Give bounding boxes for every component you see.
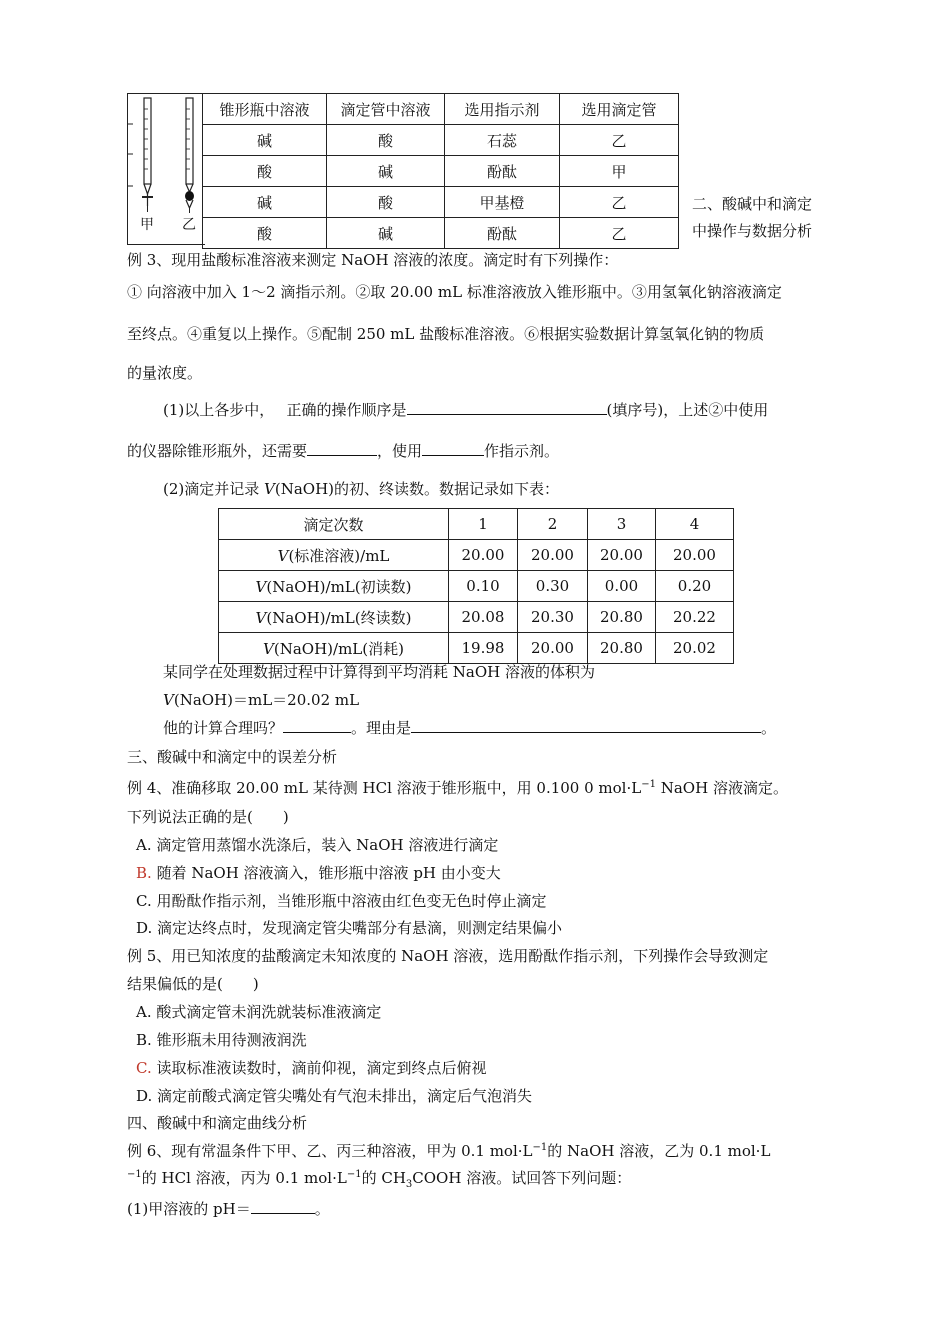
row-label-text: (NaOH)/mL(消耗) xyxy=(273,639,404,658)
burette-yi xyxy=(185,98,194,213)
table-cell: 0.30 xyxy=(518,571,588,602)
option-text: 锥形瓶未用待测液润洗 xyxy=(156,1031,307,1049)
v-symbol: V xyxy=(277,546,289,565)
table-row xyxy=(219,633,734,664)
ex3-q1-text-b: (填序号)，上述②中使用 xyxy=(606,401,769,419)
ex6-sub: 3 xyxy=(405,1179,413,1190)
row-label-text: (NaOH)/mL(终读数) xyxy=(266,608,412,627)
table-cell: 乙 xyxy=(560,187,679,218)
table-row xyxy=(203,187,679,218)
table-row xyxy=(203,218,679,249)
section2-heading-line2: 中操作与数据分析 xyxy=(692,222,813,240)
table-cell: 20.30 xyxy=(518,602,588,633)
ex3-after1: 某同学在处理数据过程中计算得到平均消耗 NaOH 溶液的体积为 xyxy=(163,663,595,681)
ex3-line3: 的量浓度。 xyxy=(127,364,203,382)
ex6-q1 xyxy=(127,1198,330,1219)
ph-answer-blank[interactable] xyxy=(251,1199,315,1214)
option-text: 滴定前酸式滴定管尖嘴处有气泡未排出，滴定后气泡消失 xyxy=(157,1087,533,1105)
table-cell: 碱 xyxy=(327,218,445,249)
titration-data-table xyxy=(218,508,734,664)
table-cell: 20.00 xyxy=(518,540,588,571)
table-cell: 酸 xyxy=(203,156,327,187)
ex4-text-a: 例 4、准确移取 20.00 mL 某待测 HCl 溶液于锥形瓶中，用 0.100 0 mol·L xyxy=(127,779,642,797)
section2-heading-line1: 二、酸碱中和滴定 xyxy=(692,195,813,213)
reasonable-answer-blank[interactable] xyxy=(283,718,351,733)
table-cell: 碱 xyxy=(327,156,445,187)
ex4-sup: −1 xyxy=(641,779,656,790)
table-cell: 酸 xyxy=(327,125,445,156)
option-letter: D. xyxy=(136,1087,153,1105)
option-text: 滴定管用蒸馏水洗涤后，装入 NaOH 溶液进行滴定 xyxy=(156,836,499,854)
table-cell: 乙 xyxy=(560,125,679,156)
ex4-option-a[interactable] xyxy=(136,834,498,855)
ex6-sup1: −1 xyxy=(532,1142,548,1153)
option-text: 读取标准液读数时，滴前仰视，滴定到终点后俯视 xyxy=(156,1059,487,1077)
ex6-text-e: COOH 溶液。试回答下列问题： xyxy=(412,1169,632,1187)
option-letter: B. xyxy=(136,1031,152,1049)
table-cell: 20.80 xyxy=(588,633,656,664)
row-label xyxy=(219,540,449,571)
option-text: 酸式滴定管未润洗就装标准液滴定 xyxy=(156,1003,382,1021)
v-symbol: V xyxy=(255,608,267,627)
header-cell: 3 xyxy=(588,509,656,540)
header-cell: 2 xyxy=(518,509,588,540)
option-letter: A. xyxy=(136,1003,152,1021)
ex6-text-d: 的 CH xyxy=(361,1169,406,1187)
option-letter: B. xyxy=(136,864,152,882)
ex4-option-d[interactable] xyxy=(136,917,562,938)
ex3-q1-text-a: (1)以上各步中， 正确的操作顺序是 xyxy=(163,401,407,419)
header-cell: 1 xyxy=(449,509,518,540)
instrument-answer-blank[interactable] xyxy=(307,441,377,456)
ex3-after3-b: 。理由是 xyxy=(351,719,412,737)
table-cell: 20.00 xyxy=(656,540,734,571)
v-symbol: V xyxy=(163,691,174,709)
row-label xyxy=(219,571,449,602)
table-cell: 20.80 xyxy=(588,602,656,633)
table-cell: 20.02 xyxy=(656,633,734,664)
table-cell: 20.22 xyxy=(656,602,734,633)
table-header-row xyxy=(219,509,734,540)
ex5-option-a[interactable] xyxy=(136,1001,381,1022)
table-cell: 碱 xyxy=(203,187,327,218)
ex6-text-b: 的 NaOH 溶液，乙为 0.1 mol·L xyxy=(547,1142,771,1160)
ex3-q2-pre: (2)滴定并记录 xyxy=(163,480,265,498)
table-cell: 石蕊 xyxy=(445,125,560,156)
section3-heading: 三、酸碱中和滴定中的误差分析 xyxy=(127,748,338,766)
option-letter: D. xyxy=(136,919,153,937)
ex5-option-b[interactable] xyxy=(136,1029,307,1050)
ex6-q1-text: (1)甲溶液的 pH＝ xyxy=(127,1200,251,1218)
table-row xyxy=(219,602,734,633)
table-cell: 20.08 xyxy=(449,602,518,633)
ex6-text-c: 的 HCl 溶液，丙为 0.1 mol·L xyxy=(141,1169,347,1187)
ex6-line1 xyxy=(127,1140,770,1161)
table-row xyxy=(219,540,734,571)
ex4-option-c[interactable] xyxy=(136,890,547,911)
ex5-option-d[interactable] xyxy=(136,1085,532,1106)
reason-answer-blank[interactable] xyxy=(411,718,761,733)
option-letter: C. xyxy=(136,892,152,910)
table-cell: 20.00 xyxy=(588,540,656,571)
table-cell: 20.00 xyxy=(449,540,518,571)
table-row xyxy=(219,571,734,602)
table-cell: 乙 xyxy=(560,218,679,249)
ex3-title: 例 3、现用盐酸标准溶液来测定 NaOH 溶液的浓度。滴定时有下列操作： xyxy=(127,251,619,269)
header-cell: 选用指示剂 xyxy=(445,94,560,125)
v-symbol: V xyxy=(255,577,267,596)
header-cell: 4 xyxy=(656,509,734,540)
ex3-q2 xyxy=(163,478,559,499)
header-cell: 锥形瓶中溶液 xyxy=(203,94,327,125)
burette-label-yi: 乙 xyxy=(182,217,196,233)
burette-jia xyxy=(142,98,153,212)
ex3-line1: ① 向溶液中加入 1～2 滴指示剂。②取 20.00 mL 标准溶液放入锥形瓶中。③用氢氧化钠溶液滴定 xyxy=(127,283,782,301)
row-label xyxy=(219,602,449,633)
table-cell: 甲基橙 xyxy=(445,187,560,218)
table-row xyxy=(203,156,679,187)
ex3-q2-v: V xyxy=(264,480,275,498)
ex6-sup2: −1 xyxy=(127,1169,142,1180)
table-header-row xyxy=(203,94,679,125)
burette-label-jia: 甲 xyxy=(140,217,154,233)
ex6-q1-end: 。 xyxy=(314,1200,330,1218)
table-cell: 酚酞 xyxy=(445,156,560,187)
section4-heading: 四、酸碱中和滴定曲线分析 xyxy=(127,1114,308,1132)
option-letter: C. xyxy=(136,1059,152,1077)
indicator-table xyxy=(202,93,679,249)
ex4-option-b[interactable] xyxy=(136,862,501,883)
v-symbol: V xyxy=(263,639,274,658)
ex3-q1-line1 xyxy=(163,399,768,420)
option-text: 滴定达终点时，发现滴定管尖嘴部分有悬滴，则测定结果偏小 xyxy=(157,919,563,937)
header-cell: 滴定次数 xyxy=(219,509,449,540)
ex6-text-a: 例 6、现有常温条件下甲、乙、丙三种溶液，甲为 0.1 mol·L xyxy=(127,1142,533,1160)
ex3-q2-post: (NaOH)的初、终读数。数据记录如下表： xyxy=(274,480,560,498)
ex5-line1: 例 5、用已知浓度的盐酸滴定未知浓度的 NaOH 溶液，选用酚酞作指示剂，下列操作会导致测定 xyxy=(127,947,769,965)
table-cell: 0.10 xyxy=(449,571,518,602)
ex3-after3 xyxy=(163,717,776,738)
ex3-q1-text-d: ，使用 xyxy=(377,442,423,460)
table-row xyxy=(203,125,679,156)
row-label xyxy=(219,633,449,664)
table-cell: 酸 xyxy=(203,218,327,249)
table-cell: 甲 xyxy=(560,156,679,187)
ex3-q1-text-c: 的仪器除锥形瓶外，还需要 xyxy=(127,442,308,460)
ex3-after3-a: 他的计算合理吗？ xyxy=(163,719,284,737)
table-cell: 19.98 xyxy=(449,633,518,664)
ex4-line1 xyxy=(127,777,788,798)
table-cell: 0.00 xyxy=(588,571,656,602)
order-answer-blank[interactable] xyxy=(407,400,607,415)
ex6-line2 xyxy=(127,1167,631,1190)
header-cell: 选用滴定管 xyxy=(560,94,679,125)
table-cell: 酸 xyxy=(327,187,445,218)
table-cell: 酚酞 xyxy=(445,218,560,249)
burette-figure xyxy=(127,93,205,245)
ex3-q1-line2 xyxy=(127,440,559,461)
option-text: 用酚酞作指示剂，当锥形瓶中溶液由红色变无色时停止滴定 xyxy=(156,892,547,910)
ex4-text-b: NaOH 溶液滴定。 xyxy=(655,779,788,797)
table-cell: 碱 xyxy=(203,125,327,156)
ex6-sup3: −1 xyxy=(346,1169,362,1180)
row-label-text: (标准溶液)/mL xyxy=(288,546,390,565)
table-cell: 0.20 xyxy=(656,571,734,602)
indicator-answer-blank[interactable] xyxy=(422,441,484,456)
ex3-after2 xyxy=(163,689,359,710)
ex4-line2: 下列说法正确的是( ) xyxy=(127,808,289,826)
row-label-text: (NaOH)/mL(初读数) xyxy=(266,577,412,596)
ex3-q1-text-e: 作指示剂。 xyxy=(484,442,560,460)
ex5-line2: 结果偏低的是( ) xyxy=(127,975,259,993)
option-letter: A. xyxy=(136,836,152,854)
ex3-after2-text: (NaOH)＝mL＝20.02 mL xyxy=(173,691,360,709)
ex5-option-c[interactable] xyxy=(136,1057,487,1078)
ex3-after3-c: 。 xyxy=(761,719,777,737)
header-cell: 滴定管中溶液 xyxy=(327,94,445,125)
ex3-line2: 至终点。④重复以上操作。⑤配制 250 mL 盐酸标准溶液。⑥根据实验数据计算氢氧化钠的物质 xyxy=(127,325,765,343)
table-cell: 20.00 xyxy=(518,633,588,664)
option-text: 随着 NaOH 溶液滴入，锥形瓶中溶液 pH 由小变大 xyxy=(156,864,501,882)
